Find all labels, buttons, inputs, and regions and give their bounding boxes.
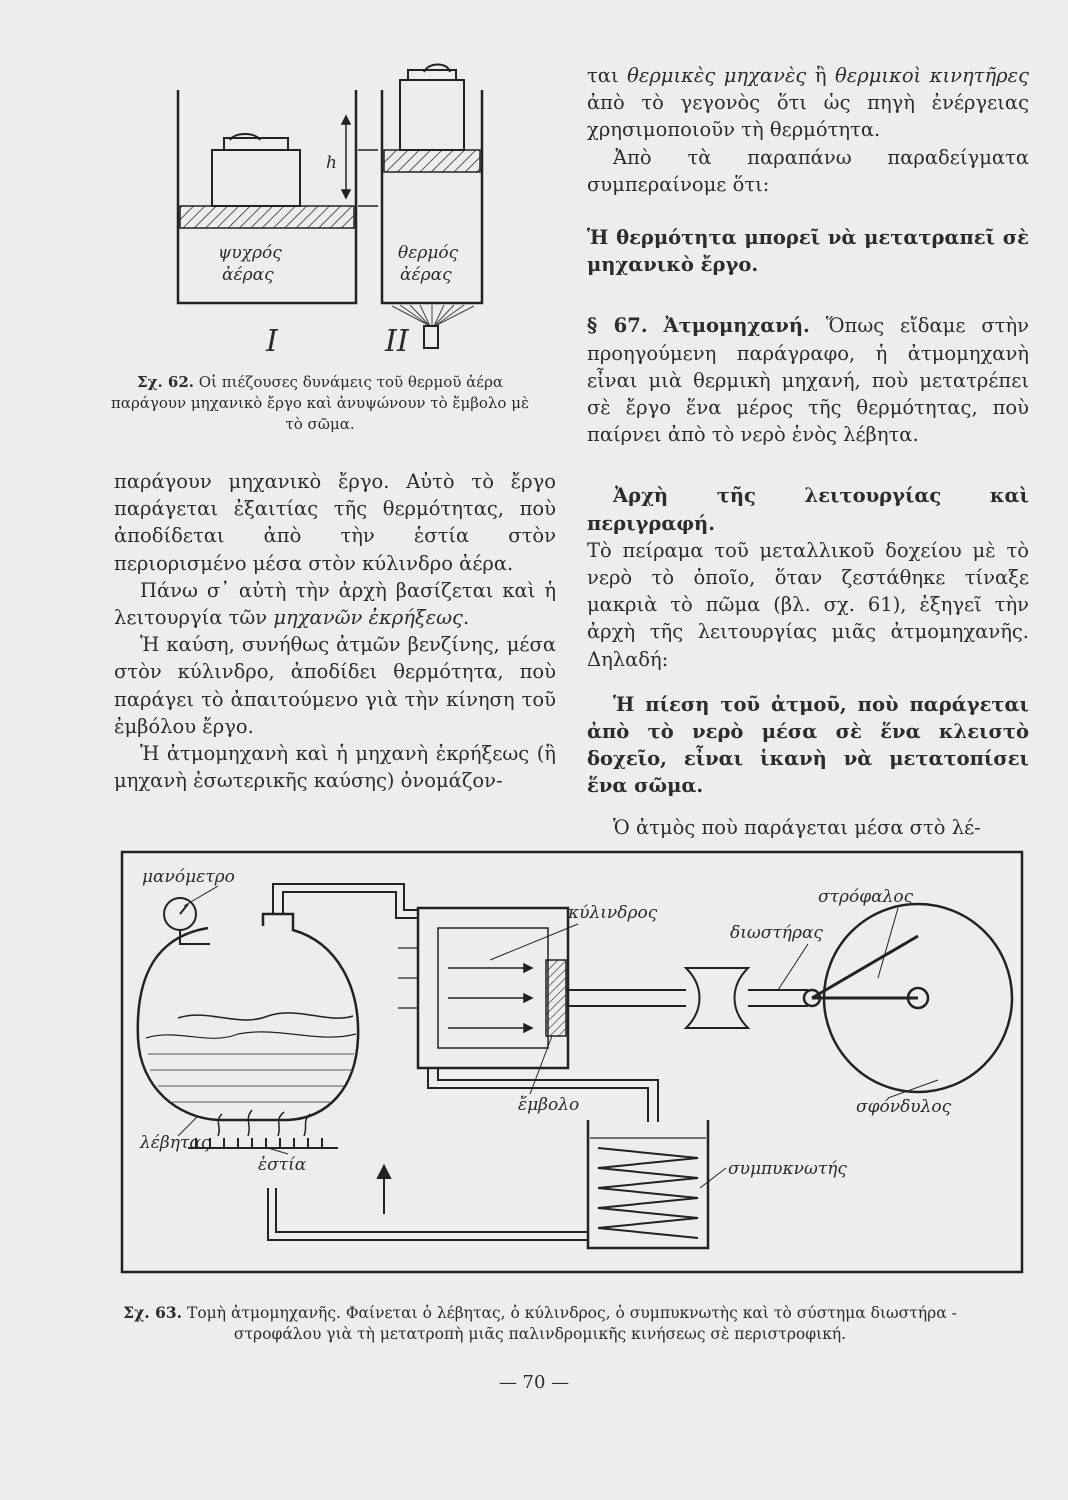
caption-62-prefix: Σχ. 62. xyxy=(136,373,194,391)
label-boiler: λέβητας xyxy=(140,1133,211,1153)
weight-cold xyxy=(212,134,300,206)
figure-62 xyxy=(160,58,500,368)
section-number: § 67. xyxy=(587,314,648,338)
label-cold-1: ψυχρός xyxy=(218,243,282,263)
label-crank: στρόφαλος xyxy=(818,887,914,907)
caption-63-prefix: Σχ. 63. xyxy=(123,1303,183,1322)
figure-63 xyxy=(118,848,1026,1278)
right-paragraph-5: Τὸ πείραμα τοῦ μεταλλικοῦ δοχείου μὲ τὸ νερὸ τὸ ὁποῖο, ὅταν ζεστάθηκε τίναξε μακριὰ τὸ πῶμα (βλ. σχ. 61), ἐξηγεῖ τὴν ἀρχὴ τῆς λειτουργίας μιᾶς ἀτμομηχανῆς. Δηλαδή: xyxy=(587,538,1029,671)
page-number: — 70 — xyxy=(498,1372,570,1393)
caption-62-text: Οἱ πιέζουσες δυνάμεις τοῦ θερμοῦ ἀέρα παράγουν μηχανικὸ ἔργο καὶ ἀνυψώνουν τὸ ἔμβολο μὲ τὸ σῶμα. xyxy=(110,373,530,433)
figure-62-caption xyxy=(100,372,540,435)
label-condenser: συμπυκνωτής xyxy=(728,1159,847,1179)
piston xyxy=(546,960,566,1036)
piston-rod xyxy=(566,968,808,1028)
condenser xyxy=(588,1120,708,1248)
label-piston: ἔμβολο xyxy=(518,1095,580,1115)
section-67: § 67. Ἀτμομηχανή. Ὅπως εἴδαμε στὴν προηγούμενη παράγραφο, ἡ ἀτμομηχανὴ εἶναι μιὰ θερμικὴ μηχανή, ποὺ μετατρέπει σὲ ἔργο ἕνα μέρος τῆς θερμότητας, ποὺ παίρνει ἀπὸ τὸ νερὸ ἑνὸς λέβητα. xyxy=(587,314,1029,447)
weight-hot xyxy=(400,65,464,151)
left-paragraph-2: Πάνω σ᾽ αὐτὴ τὴν ἀρχὴ βασίζεται καὶ ἡ λειτουργία τῶν μηχανῶν ἐκρήξεως. xyxy=(114,578,556,630)
label-hot-2: ἀέρας xyxy=(400,265,452,285)
height-marker xyxy=(342,116,378,206)
piston-arrows xyxy=(448,964,532,1032)
piston-cold xyxy=(180,206,354,228)
left-column xyxy=(114,468,556,794)
return-pipe xyxy=(268,1188,588,1240)
steam-cylinder xyxy=(398,908,568,1068)
left-paragraph-4: Ἡ ἀτμομηχανὴ καὶ ἡ μηχανὴ ἐκρήξεως (ἢ μηχανὴ ἐσωτερικῆς καύσης) ὀνομάζον- xyxy=(114,742,556,793)
label-manometer: μανόμετρο xyxy=(142,867,235,887)
label-cold-2: ἀέρας xyxy=(222,265,274,285)
label-hot-1: θερμός xyxy=(398,243,459,263)
right-paragraph-1: ται θερμικὲς μηχανὲς ἢ θερμικοὶ κινητῆρες ἀπὸ τὸ γεγονὸς ὅτι ὡς πηγὴ ἐνέργειας χρησιμοποιοῦν τὴ θερμότητα. xyxy=(587,64,1029,142)
label-flywheel: σφόνδυλος xyxy=(856,1097,952,1117)
boiler xyxy=(138,914,358,1120)
manometer xyxy=(164,898,210,944)
label-hearth: ἑστία xyxy=(258,1155,307,1175)
steam-pipe xyxy=(273,884,418,918)
label-cylinder: κύλινδρος xyxy=(568,903,658,923)
label-piston-rod: διωστήρας xyxy=(730,923,823,943)
right-principle-1: Ἡ θερμότητα μπορεῖ νὰ μετατραπεῖ σὲ μηχανικὸ ἔργο. xyxy=(587,226,1029,277)
label-h: h xyxy=(326,153,337,173)
right-principle-2: Ἡ πίεση τοῦ ἀτμοῦ, ποὺ παράγεται ἀπὸ τὸ νερὸ μέσα σὲ ἕνα κλειστὸ δοχεῖο, εἶναι ἱκανὴ νὰ μετατοπίσει ἕνα σῶμα. xyxy=(587,692,1029,798)
leader-lines xyxy=(178,886,938,1188)
right-column xyxy=(587,62,1029,841)
subheading: Ἀρχὴ τῆς λειτουργίας καὶ περιγραφή. xyxy=(587,484,1029,535)
right-paragraph-7: Ὁ ἀτμὸς ποὺ παράγεται μέσα στὸ λέ- xyxy=(613,815,981,839)
right-paragraph-2: Ἀπὸ τὰ παραπάνω παραδείγματα συμπεραίνομε ὅτι: xyxy=(587,145,1029,196)
section-title: Ἀτμομηχανή. xyxy=(663,314,810,338)
piston-hot xyxy=(384,150,480,172)
left-paragraph-3: Ἡ καύση, συνήθως ἀτμῶν βενζίνης, μέσα στὸν κύλινδρο, ἀποδίδει θερμότητα, ποὺ παράγει τὸ ἀπαιτούμενο γιὰ τὴν κίνηση τοῦ ἐμβόλου ἔργο. xyxy=(114,633,556,738)
roman-1: I xyxy=(266,324,278,359)
figure-63-caption xyxy=(100,1302,980,1345)
caption-63-text: Τομὴ ἀτμομηχανῆς. Φαίνεται ὁ λέβητας, ὁ κύλινδρος, ὁ συμπυκνωτὴς καὶ τὸ σύστημα διωστήρα - στροφάλου γιὰ τὴ μετατροπὴ μιᾶς παλινδρομικῆς κινήσεως σὲ περιστροφική. xyxy=(186,1304,957,1343)
roman-2: II xyxy=(385,324,409,359)
left-paragraph-1: παράγουν μηχανικὸ ἔργο. Αὐτὸ τὸ ἔργο παράγεται ἐξαιτίας τῆς θερμότητας, ποὺ ἀποδίδεται ἀπὸ τὴν ἑστία στὸν περιορισμένο μέσα στὸν κύλινδρο ἀέρα. xyxy=(114,470,556,575)
flywheel xyxy=(804,904,1012,1092)
